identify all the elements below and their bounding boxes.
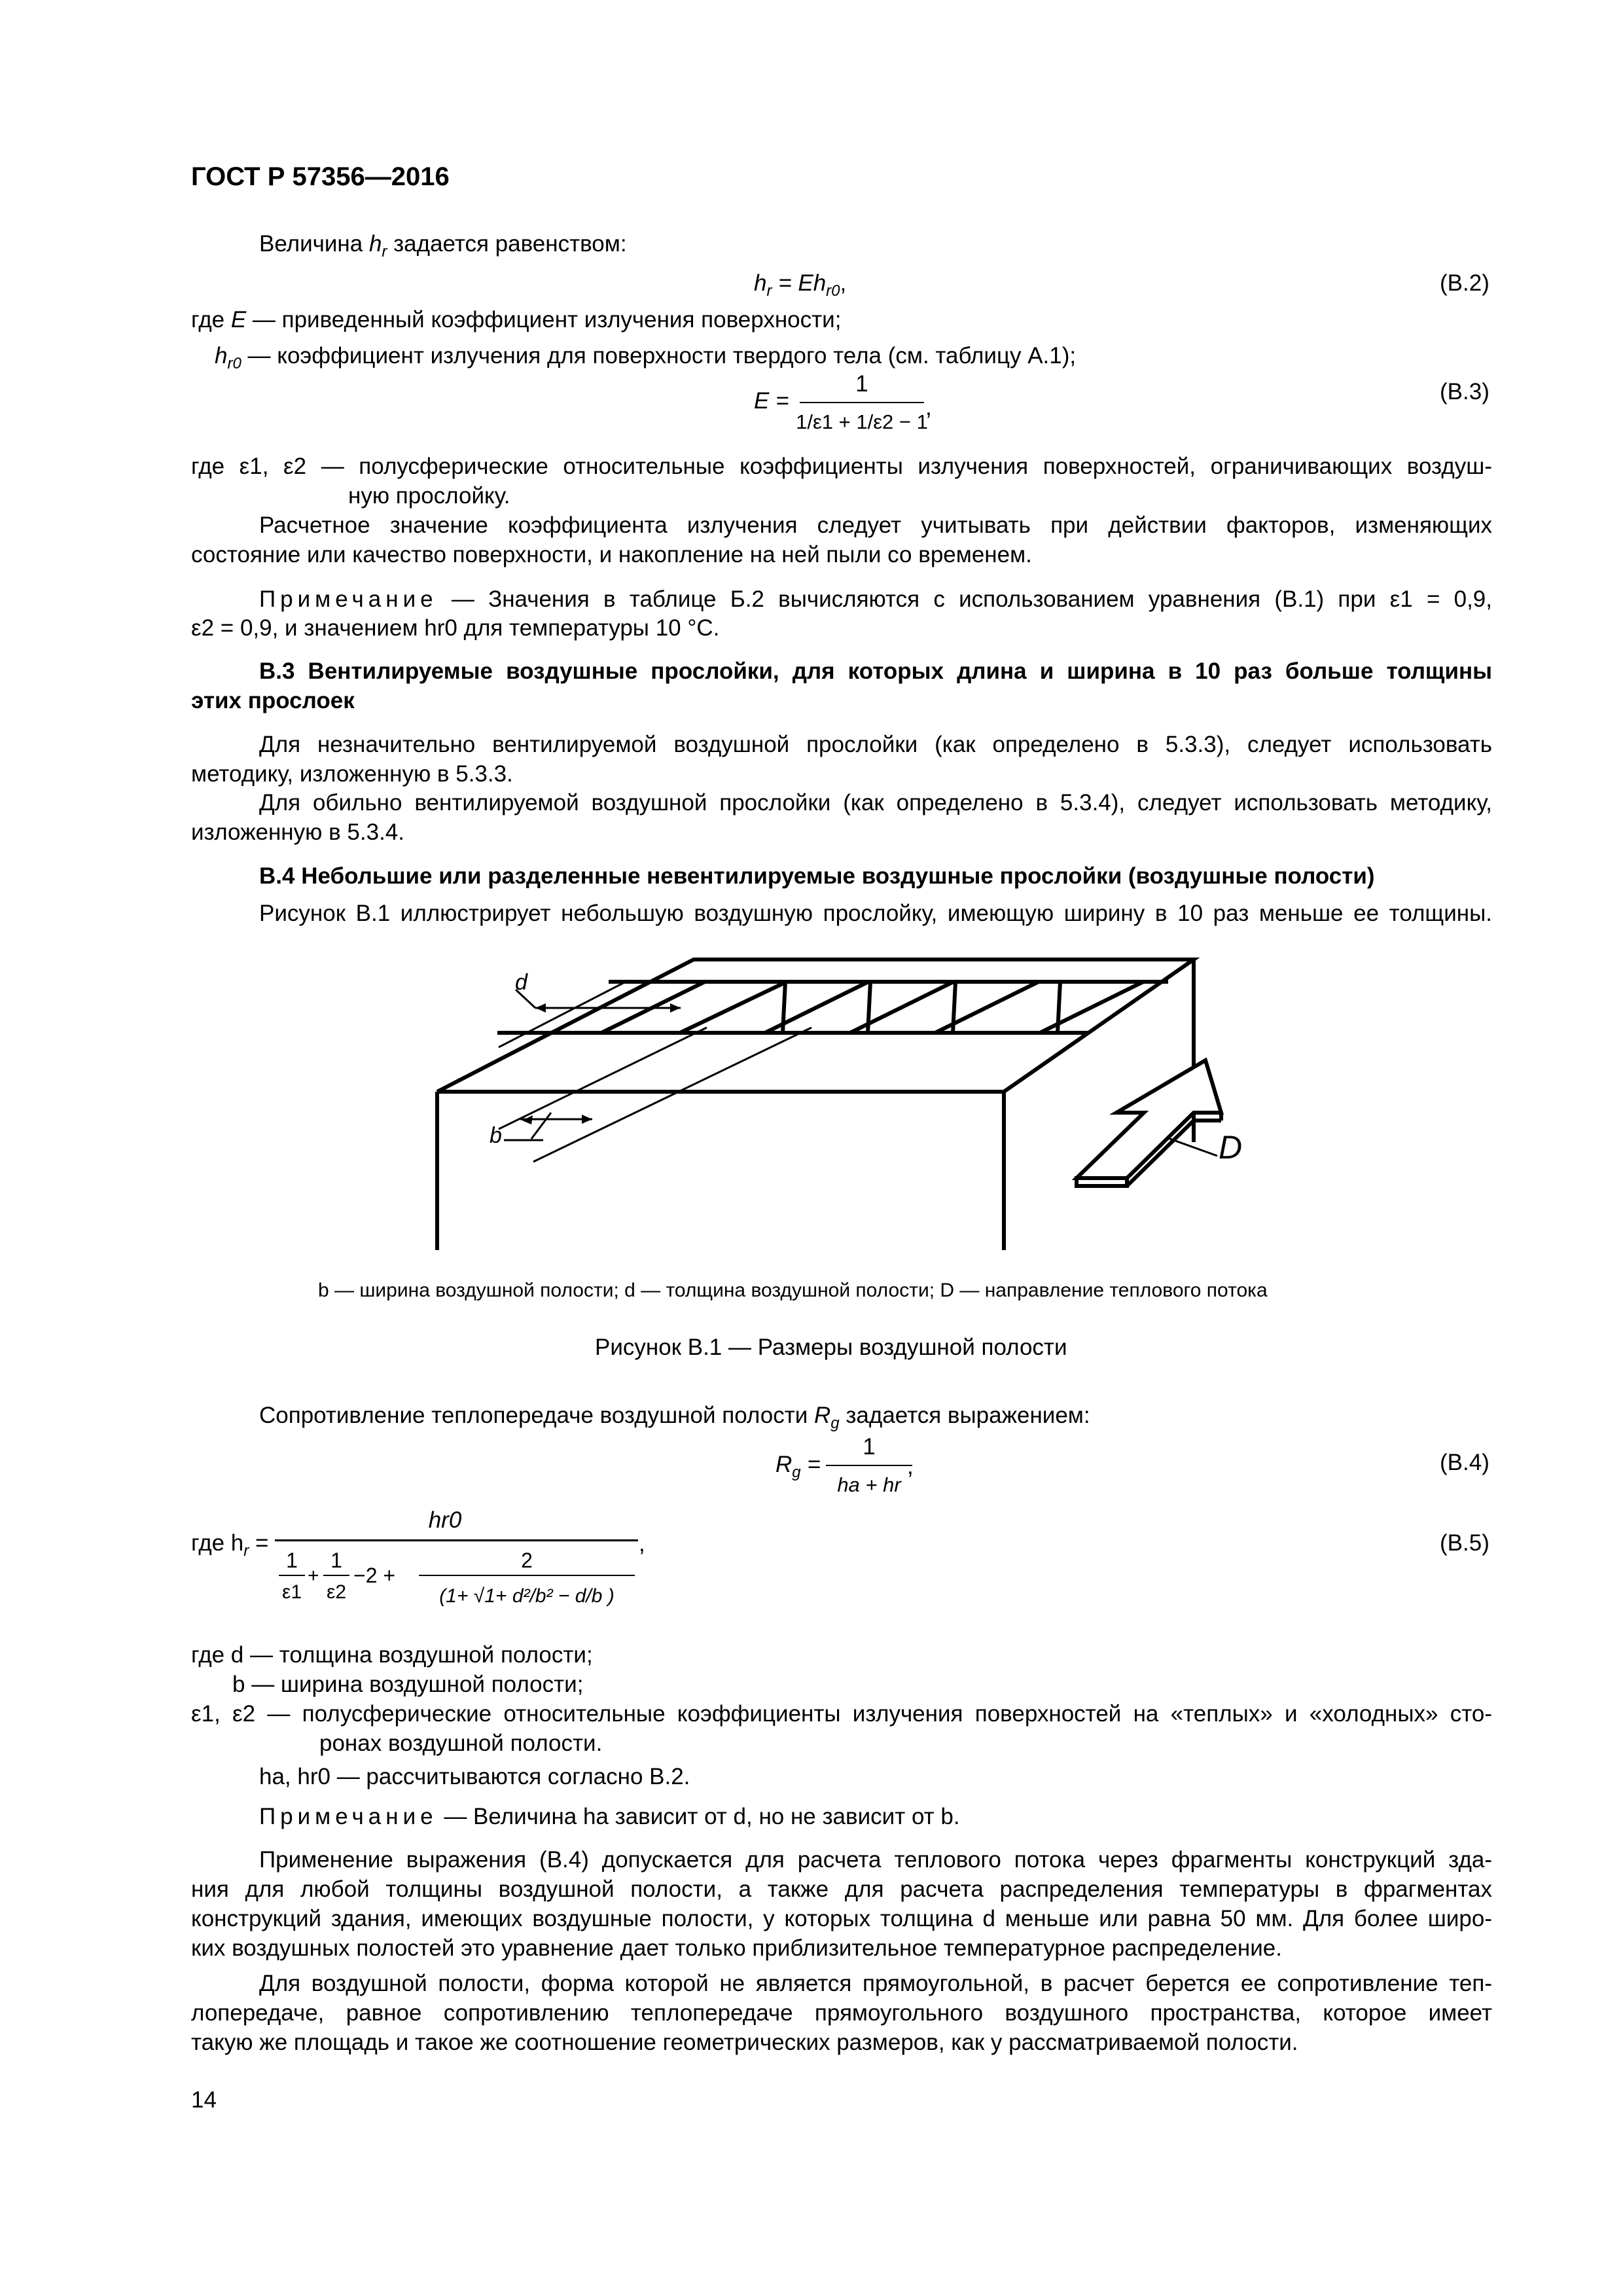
where-b2-line1: где E — приведенный коэффициент излучения поверхности; [191, 307, 842, 332]
eq-b4-intro: Сопротивление теплопередаче воздушной полости $R_g$ задается выражением: [259, 1403, 1090, 1432]
eq-b3-fraction-bar [800, 402, 924, 403]
where-b5-line4: ронах воздушной полости. [319, 1731, 603, 1756]
figure-label-d: d [515, 970, 527, 995]
eq-b5-d3-num: 2 [521, 1549, 533, 1572]
para2-line4: ких воздушных полостей это уравнение дает только приблизительное температурное распределение. [191, 1935, 1282, 1961]
eq-b3-lhs: E = [754, 388, 789, 414]
where-b5-line5: ha, hr0 — рассчитываются согласно В.2. [259, 1764, 690, 1789]
section-b3-heading-line2: этих прослоек [191, 688, 355, 713]
air-cavity-figure [419, 942, 1335, 1270]
eq-b4-tail: , [907, 1454, 914, 1479]
note1-line1: Примечание — Значения в таблице Б.2 вычисляются с использованием уравнения (В.1) при ε1 = 0,9, [259, 586, 1492, 612]
note2: Примечание — Величина ha зависит от d, но не зависит от b. [259, 1804, 960, 1829]
eq-b5-d2-den: ε2 [326, 1581, 347, 1603]
para2-line2: ния для любой толщины воздушной полости, а также для расчета распределения температуры в фрагментах [191, 1876, 1492, 1902]
eq-b3-tail: , [925, 395, 932, 420]
eq-b5-tail: , [639, 1531, 645, 1556]
section-b3-p1-line2: методику, изложенную в 5.3.3. [191, 761, 513, 787]
section-b3-p1-line1: Для незначительно вентилируемой воздушной прослойки (как определено в 5.3.3), следует использовать [259, 732, 1492, 757]
figure-label-D: D [1219, 1129, 1243, 1166]
para2-line3: конструкций здания, имеющих воздушные полости, у которых толщина d меньше или равна 50 мм. Для более широ- [191, 1906, 1492, 1931]
note1-line2: ε2 = 0,9, и значением hr0 для температуры 10 °С. [191, 615, 720, 641]
eq-b5-d1-den: ε1 [281, 1581, 302, 1603]
para3-line3: такую же площадь и такое же соотношение геометрических размеров, как у рассматриваемой полости. [191, 2030, 1298, 2055]
eq-b5-minus2: −2 + [353, 1564, 396, 1587]
where-b3-line1: где ε1, ε2 — полусферические относительные коэффициенты излучения поверхностей, ограничивающих воздуш- [191, 454, 1492, 479]
eq-b5-d1-bar [279, 1575, 305, 1576]
section-b3-heading-line1: В.3 Вентилируемые воздушные прослойки, для которых длина и ширина в 10 раз больше толщины [259, 658, 1492, 684]
para2-line1: Применение выражения (В.4) допускается для расчета теплового потока через фрагменты конструкций зда- [259, 1847, 1492, 1873]
section-b4-heading: В.4 Небольшие или разделенные невентилируемые воздушные прослойки (воздушные полости) [259, 863, 1375, 889]
slab-top-outline [437, 960, 1194, 1092]
eq-b4-numerator: 1 [863, 1434, 876, 1460]
para1-line2: состояние или качество поверхности, и накопление на ней пыли со временем. [191, 542, 1032, 567]
eq-b2-intro: Величина $h_r$ задается равенством: [259, 231, 627, 260]
where-b2-line2: $h_{r0}$ — коэффициент излучения для поверхности твердого тела (см. таблицу А.1); [215, 343, 1077, 372]
para3-line2: лопередаче, равное сопротивлению теплопередаче прямоугольного воздушного пространства, которое имеет [191, 2000, 1492, 2026]
eq-b4-denominator: ha + hr [837, 1473, 901, 1496]
eq-b5-main-bar [275, 1539, 638, 1541]
equation-b2: $h_r = Eh_{r0}$, [754, 270, 847, 300]
page-number: 14 [191, 2087, 217, 2113]
eq-b5-d3-bar [419, 1575, 635, 1576]
where-b3-line2: ную прослойку. [348, 483, 510, 509]
eq-b5-d2-num: 1 [330, 1549, 342, 1572]
equation-number-b2: (В.2) [1440, 270, 1489, 296]
figure-caption: Рисунок В.1 — Размеры воздушной полости [595, 1335, 1067, 1360]
figure-legend: b — ширина воздушной полости; d — толщина воздушной полости; D — направление теплового потока [318, 1280, 1268, 1301]
equation-number-b4: (В.4) [1440, 1450, 1489, 1475]
eq-b3-denominator: 1/ε1 + 1/ε2 − 1 [796, 410, 928, 433]
figure-label-b: b [490, 1123, 502, 1148]
eq-b5-plus1: + [308, 1565, 319, 1587]
equation-number-b5: (В.5) [1440, 1530, 1489, 1556]
eq-b3-numerator: 1 [855, 371, 868, 397]
eq-b5-d1-num: 1 [286, 1549, 298, 1572]
eq-b4-lhs: $R_g$ = [776, 1452, 821, 1481]
eq-b5-numerator: hr0 [428, 1507, 462, 1533]
eq-b5-d3-den: (1+ √1+ d²/b² − d/b ) [439, 1585, 615, 1607]
where-b5-line1: где d — толщина воздушной полости; [191, 1642, 593, 1668]
section-b3-p2-line2: изложенную в 5.3.4. [191, 819, 404, 845]
section-b3-p2-line1: Для обильно вентилируемой воздушной прослойки (как определено в 5.3.4), следует использовать методику, [259, 790, 1492, 816]
equation-number-b3: (В.3) [1440, 379, 1489, 404]
eq-b4-fraction-bar [826, 1465, 912, 1466]
eq-b5-d2-bar [323, 1575, 349, 1576]
para1-line1: Расчетное значение коэффициента излучения следует учитывать при действии факторов, изменяющих [259, 512, 1492, 538]
where-b5-line2: b — ширина воздушной полости; [232, 1672, 584, 1697]
eq-b5-lhs: где $h_r$ = [191, 1530, 269, 1560]
section-b4-intro: Рисунок В.1 иллюстрирует небольшую воздушную прослойку, имеющую ширину в 10 раз меньше ее толщины. [259, 901, 1492, 926]
where-b5-line3: ε1, ε2 — полусферические относительные коэффициенты излучения поверхностей на «теплых» и «холодных» сто- [191, 1701, 1492, 1727]
document-header: ГОСТ Р 57356—2016 [191, 162, 450, 191]
para3-line1: Для воздушной полости, форма которой не является прямоугольной, в расчет берется ее сопротивление теп- [259, 1971, 1492, 1996]
